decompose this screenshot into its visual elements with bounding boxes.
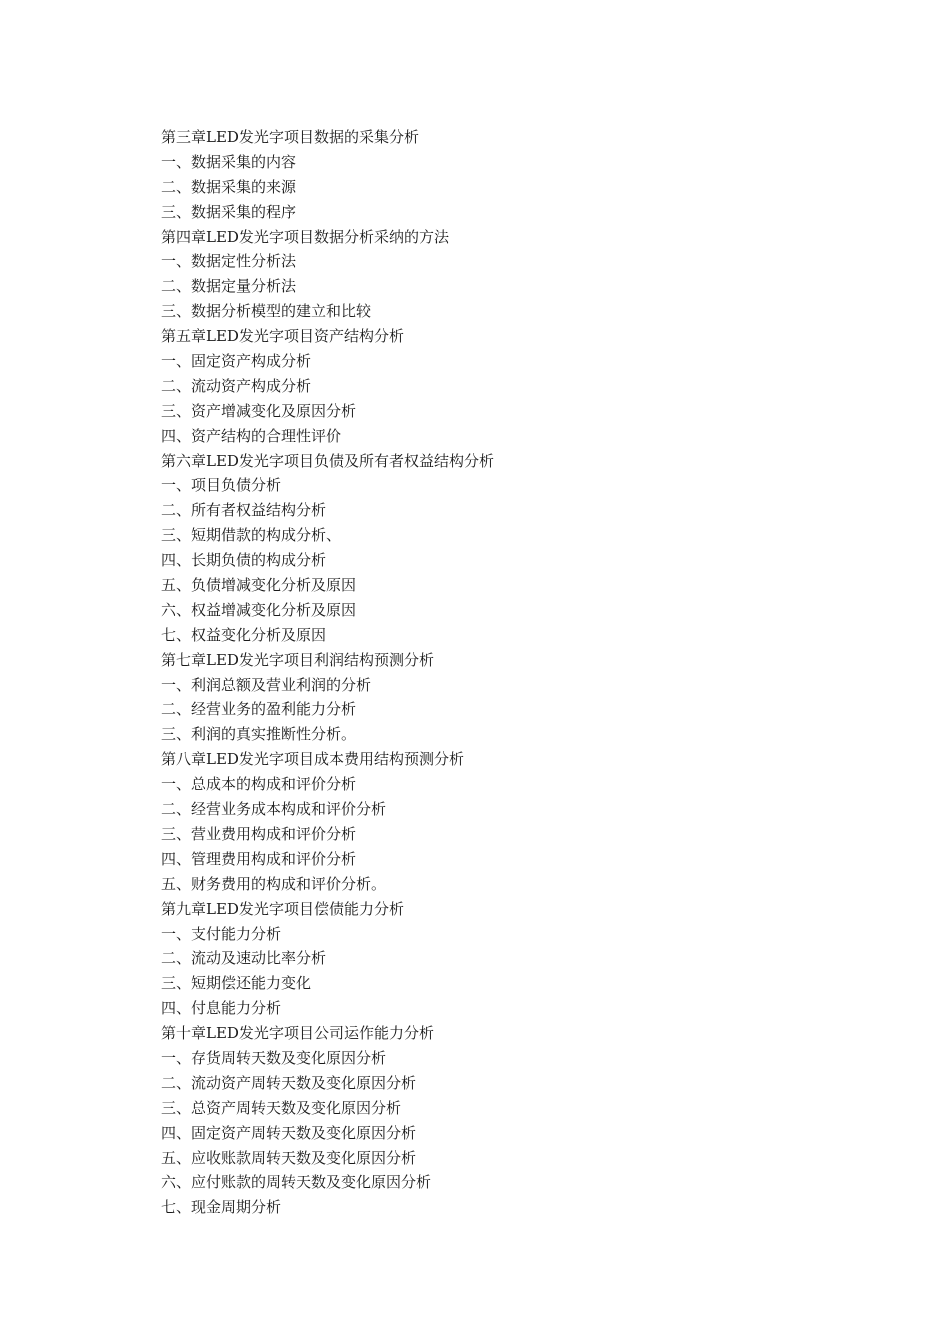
section-item: 一、数据定性分析法 <box>161 252 297 271</box>
section-item: 四、管理费用构成和评价分析 <box>161 849 357 868</box>
section-item: 一、总成本的构成和评价分析 <box>161 775 357 794</box>
section-item: 五、负债增减变化分析及原因 <box>161 576 357 595</box>
section-item: 二、流动及速动比率分析 <box>161 949 327 968</box>
section-item: 三、短期偿还能力变化 <box>161 974 312 993</box>
section-item: 三、数据分析模型的建立和比较 <box>161 302 372 321</box>
section-item: 三、利润的真实推断性分析。 <box>161 725 357 744</box>
section-item: 二、流动资产构成分析 <box>161 376 312 395</box>
chapter-heading: 第五章LED发光字项目资产结构分析 <box>161 327 404 346</box>
section-item: 三、总资产周转天数及变化原因分析 <box>161 1098 402 1117</box>
section-item: 一、存货周转天数及变化原因分析 <box>161 1048 387 1067</box>
section-item: 一、支付能力分析 <box>161 924 282 943</box>
section-item: 四、固定资产周转天数及变化原因分析 <box>161 1123 417 1142</box>
section-item: 四、付息能力分析 <box>161 999 282 1018</box>
section-item: 三、资产增减变化及原因分析 <box>161 401 357 420</box>
section-item: 四、长期负债的构成分析 <box>161 551 327 570</box>
section-item: 三、数据采集的程序 <box>161 202 297 221</box>
section-item: 二、经营业务的盈利能力分析 <box>161 700 357 719</box>
chapter-heading: 第八章LED发光字项目成本费用结构预测分析 <box>161 750 464 769</box>
section-item: 二、数据采集的来源 <box>161 177 297 196</box>
section-item: 一、数据采集的内容 <box>161 152 297 171</box>
section-item: 二、流动资产周转天数及变化原因分析 <box>161 1073 417 1092</box>
section-item: 六、权益增减变化分析及原因 <box>161 600 357 619</box>
chapter-heading: 第三章LED发光字项目数据的采集分析 <box>161 128 419 146</box>
chapter-heading: 第六章LED发光字项目负债及所有者权益结构分析 <box>161 451 494 470</box>
table-of-contents <box>161 125 494 1220</box>
section-item: 二、数据定量分析法 <box>161 277 297 296</box>
section-item: 七、权益变化分析及原因 <box>161 625 327 644</box>
chapter-heading: 第九章LED发光字项目偿债能力分析 <box>161 899 404 918</box>
chapter-heading: 第十章LED发光字项目公司运作能力分析 <box>161 1024 434 1043</box>
section-item: 三、短期借款的构成分析、 <box>161 526 342 545</box>
section-item: 七、现金周期分析 <box>161 1198 282 1217</box>
section-item: 一、项目负债分析 <box>161 476 282 495</box>
section-item: 一、利润总额及营业利润的分析 <box>161 675 372 694</box>
chapter-heading: 第四章LED发光字项目数据分析采纳的方法 <box>161 227 449 246</box>
chapter-heading: 第七章LED发光字项目利润结构预测分析 <box>161 650 434 669</box>
section-item: 四、资产结构的合理性评价 <box>161 426 342 445</box>
section-item: 五、应收账款周转天数及变化原因分析 <box>161 1148 417 1167</box>
section-item: 五、财务费用的构成和评价分析。 <box>161 874 387 893</box>
section-item: 三、营业费用构成和评价分析 <box>161 824 357 843</box>
section-item: 一、固定资产构成分析 <box>161 352 312 371</box>
section-item: 二、经营业务成本构成和评价分析 <box>161 800 387 819</box>
section-item: 六、应付账款的周转天数及变化原因分析 <box>161 1173 432 1192</box>
section-item: 二、所有者权益结构分析 <box>161 501 327 520</box>
